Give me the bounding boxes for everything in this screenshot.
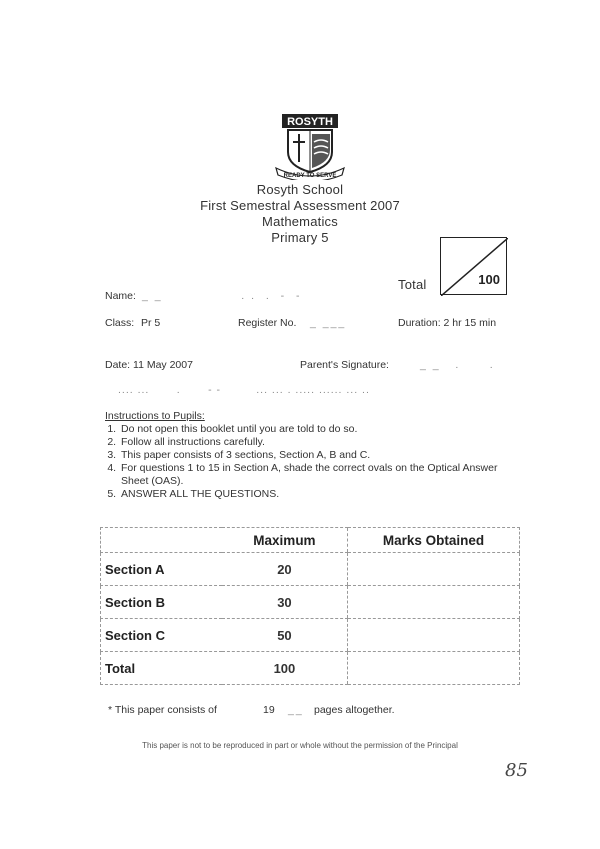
row-label: Section B — [101, 586, 222, 619]
assessment-title: First Semestral Assessment 2007 — [200, 198, 400, 213]
table-row — [101, 553, 520, 586]
handwritten-mark: 85 — [505, 760, 528, 781]
class-label: Class: — [105, 317, 135, 329]
duration-text: Duration: 2 hr 15 min — [398, 317, 497, 329]
total-score-box — [440, 237, 507, 295]
instruction-item: 3. This paper consists of 3 sections, Section A, B and C. — [119, 449, 525, 462]
table-row — [101, 619, 520, 652]
parent-signature-blank: _ _ . . — [420, 359, 495, 371]
marks-table-header — [101, 528, 520, 553]
table-row — [101, 586, 520, 619]
instruction-item: 4. For questions 1 to 15 in Section A, shade the correct ovals on the Optical Answer Sheet (OAS). — [119, 462, 525, 488]
register-blank: _ ___ — [310, 317, 347, 329]
separator-dots: .... ... . - - ... ... . ..... ...... ... .. — [118, 384, 370, 396]
instruction-item: 5. ANSWER ALL THE QUESTIONS. — [119, 488, 525, 501]
row-max: 20 — [222, 553, 348, 586]
row-obtained — [348, 586, 520, 619]
row-max: 50 — [222, 619, 348, 652]
date-text: Date: 11 May 2007 — [105, 359, 193, 371]
svg-text:ROSYTH: ROSYTH — [287, 116, 333, 128]
instruction-item: 2. Follow all instructions carefully. — [119, 436, 525, 449]
header-marks-obtained: Marks Obtained — [348, 528, 520, 553]
school-name: Rosyth School — [256, 182, 344, 197]
pages-count: 19 — [263, 704, 275, 716]
row-label: Section C — [101, 619, 222, 652]
row-obtained — [348, 652, 520, 685]
subject-title: Mathematics — [262, 214, 338, 229]
row-max: 100 — [222, 652, 348, 685]
table-row — [101, 652, 520, 685]
row-label: Total — [101, 652, 222, 685]
pages-suffix: pages altogether. — [314, 704, 395, 716]
row-label: Section A — [101, 553, 222, 586]
pages-prefix: * This paper consists of — [108, 704, 217, 716]
marks-table — [100, 527, 520, 685]
class-value: Pr 5 — [141, 317, 161, 329]
instructions-title: Instructions to Pupils: — [105, 410, 205, 422]
name-label: Name: — [105, 290, 136, 302]
copyright-notice: This paper is not to be reproduced in part or whole without the permission of the Principal — [142, 741, 458, 750]
row-max: 30 — [222, 586, 348, 619]
instruction-item: 1. Do not open this booklet until you are told to do so. — [119, 423, 525, 436]
total-max-score: 100 — [478, 272, 500, 287]
pages-blank: __ — [288, 704, 304, 716]
header-maximum: Maximum — [222, 528, 348, 553]
parent-signature-label: Parent's Signature: — [300, 359, 389, 371]
level-title: Primary 5 — [271, 230, 329, 245]
row-obtained — [348, 553, 520, 586]
school-crest-logo — [272, 112, 348, 180]
register-label: Register No. — [238, 317, 297, 329]
name-blank: _ _ . . . - - — [142, 290, 302, 302]
instructions-list — [105, 423, 525, 501]
header-blank — [101, 528, 222, 553]
total-label: Total — [398, 277, 427, 292]
svg-text:READY TO SERVE: READY TO SERVE — [283, 173, 337, 179]
instructions — [105, 410, 525, 501]
row-obtained — [348, 619, 520, 652]
